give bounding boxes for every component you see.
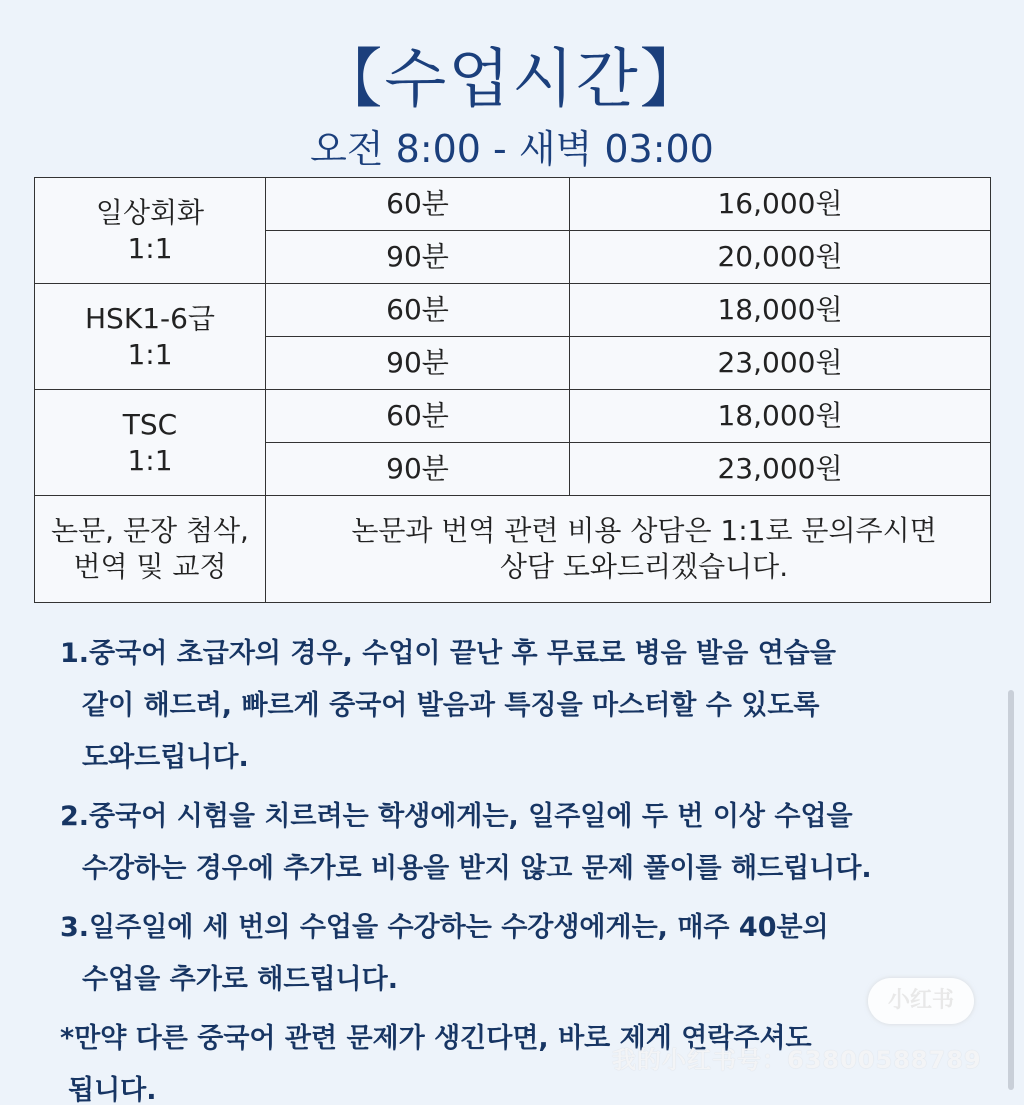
watermark-id: 我的小红书号：63800588789 — [612, 1046, 982, 1074]
price-cell: 20,000원 — [570, 231, 991, 284]
watermark-logo — [868, 978, 974, 1024]
category-format: 1:1 — [127, 337, 173, 371]
page-title: 【수업시간】 — [318, 43, 706, 117]
category-cell — [35, 496, 266, 603]
category-name-cont: 번역 및 교정 — [73, 550, 227, 583]
duration-cell: 90분 — [266, 231, 570, 284]
table-row — [35, 178, 991, 231]
consult-note-line: 논문과 번역 관련 비용 상담은 1:1로 문의주시면 — [351, 514, 937, 547]
consult-note-line: 상담 도와드리겠습니다. — [499, 550, 789, 583]
category-cell — [35, 178, 266, 284]
scrollbar[interactable] — [1008, 690, 1014, 1090]
note-line: 3.일주일에 세 번의 수업을 수강하는 수강생에게는, 매주 40분의 — [60, 912, 829, 943]
note-line: 됩니다. — [68, 1075, 157, 1105]
note-line: 수강하는 경우에 추가로 비용을 받지 않고 문제 풀이를 해드립니다. — [82, 853, 872, 884]
class-hours: 오전 8:00 - 새벽 03:00 — [310, 127, 714, 171]
watermark-logo-text: 小红书 — [887, 988, 954, 1013]
category-format: 1:1 — [127, 231, 173, 265]
note-line: 도와드립니다. — [82, 742, 249, 773]
category-name: HSK1-6급 — [85, 301, 215, 335]
price-cell: 18,000원 — [570, 390, 991, 443]
category-name: TSC — [122, 407, 178, 441]
table-row-extra — [35, 496, 991, 603]
consult-note-cell — [266, 496, 991, 603]
note-item — [60, 902, 990, 1006]
duration-cell: 90분 — [266, 443, 570, 496]
note-line: 같이 해드려, 빠르게 중국어 발음과 특징을 마스터할 수 있도록 — [82, 690, 820, 721]
note-item — [60, 628, 990, 784]
price-cell: 23,000원 — [570, 443, 991, 496]
duration-cell: 60분 — [266, 178, 570, 231]
price-cell: 16,000원 — [570, 178, 991, 231]
price-cell: 18,000원 — [570, 284, 991, 337]
note-line: 1.중국어 초급자의 경우, 수업이 끝난 후 무료로 병음 발음 연습을 — [60, 638, 836, 669]
price-table — [34, 177, 991, 603]
table-row — [35, 390, 991, 443]
category-cell — [35, 284, 266, 390]
category-cell — [35, 390, 266, 496]
category-name: 일상회화 — [95, 195, 205, 229]
note-item — [60, 791, 990, 895]
category-name: 논문, 문장 첨삭, — [51, 514, 249, 547]
price-cell: 23,000원 — [570, 337, 991, 390]
duration-cell: 60분 — [266, 284, 570, 337]
note-line: 2.중국어 시험을 치르려는 학생에게는, 일주일에 두 번 이상 수업을 — [60, 801, 853, 832]
notes-list — [60, 628, 990, 1105]
duration-cell: 60분 — [266, 390, 570, 443]
category-format: 1:1 — [127, 443, 173, 477]
note-line: *만약 다른 중국어 관련 문제가 생긴다면, 바로 제게 연락주셔도 — [60, 1023, 812, 1054]
table-row — [35, 284, 991, 337]
duration-cell: 90분 — [266, 337, 570, 390]
note-line: 수업을 추가로 해드립니다. — [82, 964, 398, 995]
